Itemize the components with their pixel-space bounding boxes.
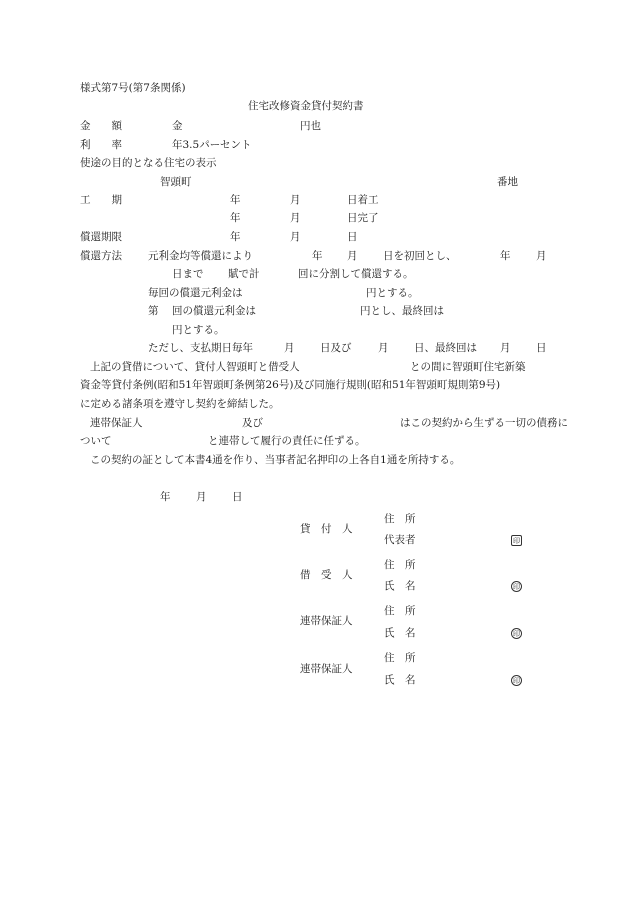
borrower-role: 借 受 人 — [300, 569, 353, 581]
lender-role: 貸 付 人 — [300, 523, 353, 535]
guarantor2-address-label: 住 所 — [384, 652, 416, 664]
repay-method-first: 日を初回とし、 — [383, 250, 457, 262]
repay-method-until: 日まで — [172, 268, 204, 280]
borrower-address-label: 住 所 — [384, 559, 416, 571]
repay-method-split: 回に分割して償還する。 — [298, 268, 414, 280]
body-text-4c: はこの契約から生ずる一切の債務に — [400, 417, 568, 429]
body-text-6: この契約の証として本書4通を作り、当事者記名押印の上各自1通を所持する。 — [90, 454, 461, 466]
repay-nth-prefix: 第 — [148, 305, 159, 317]
interest-value: 年3.5パーセント — [172, 139, 252, 151]
lender-address-label: 住 所 — [384, 513, 416, 525]
guarantor2-seal: 印 — [513, 677, 520, 685]
body-text-3: に定める諸条項を遵守し契約を締結した。 — [80, 398, 280, 410]
repay-nth-suffix: 円とし、最終回は — [360, 305, 444, 317]
date-month: 月 — [196, 491, 207, 503]
repay-method-end-month: 月 — [536, 250, 547, 262]
period-end-year: 年 — [230, 212, 241, 224]
repay-each-suffix: 円とする。 — [366, 287, 419, 299]
period-end-day: 日完了 — [347, 212, 379, 224]
amount-prefix: 金 — [172, 120, 183, 132]
repay-method-installment: 賦で計 — [228, 268, 260, 280]
body-text-1a: 上記の貸借について、貸付人智頭町と借受人 — [90, 361, 300, 373]
guarantor1-name-label: 氏 名 — [384, 627, 416, 639]
period-label: 工 期 — [80, 194, 122, 206]
period-start-day: 日着工 — [347, 194, 379, 206]
repay-due-month2: 月 — [378, 342, 389, 354]
repay-deadline-day: 日 — [347, 231, 358, 243]
guarantor1-seal: 印 — [513, 630, 520, 638]
repay-deadline-label: 償還期限 — [80, 231, 122, 243]
address-banchi: 番地 — [497, 176, 518, 188]
repay-method-year: 年 — [312, 250, 323, 262]
lender-name-label: 代表者 — [384, 534, 416, 546]
document-title: 住宅改修資金貸付契約書 — [248, 100, 364, 112]
guarantor1-address-label: 住 所 — [384, 605, 416, 617]
repay-final-suffix: 円とする。 — [172, 324, 225, 336]
period-end-month: 月 — [290, 212, 301, 224]
amount-label: 金 額 — [80, 120, 122, 132]
repay-method-end-year: 年 — [500, 250, 511, 262]
repay-due-month3: 月 — [500, 342, 511, 354]
repay-due-day2: 日、最終回は — [414, 342, 477, 354]
period-start-year: 年 — [230, 194, 241, 206]
body-text-5a: ついて — [80, 435, 112, 447]
repay-method-text: 元利金均等償還により — [148, 250, 253, 262]
body-text-2: 資金等貸付条例(昭和51年智頭町条例第26号)及び同施行規則(昭和51年智頭町規則第9号) — [80, 379, 501, 391]
date-year: 年 — [160, 491, 171, 503]
interest-label: 利 率 — [80, 139, 122, 151]
guarantor1-role: 連帯保証人 — [300, 615, 353, 627]
period-start-month: 月 — [290, 194, 301, 206]
repay-due-month1: 月 — [284, 342, 295, 354]
date-day: 日 — [232, 491, 243, 503]
purpose-label: 使途の目的となる住宅の表示 — [80, 157, 217, 169]
lender-seal: 印 — [513, 537, 520, 545]
repay-due-day3: 日 — [536, 342, 547, 354]
guarantor2-name-label: 氏 名 — [384, 674, 416, 686]
repay-deadline-year: 年 — [230, 231, 241, 243]
address-town: 智頭町 — [160, 176, 192, 188]
body-text-4a: 連帯保証人 — [90, 417, 143, 429]
body-text-5b: と連帯して履行の責任に任ずる。 — [208, 435, 366, 447]
body-text-1b: との間に智頭町住宅新築 — [410, 361, 526, 373]
repay-deadline-month: 月 — [290, 231, 301, 243]
form-number: 様式第7号(第7条関係) — [80, 82, 186, 94]
repay-each-label: 毎回の償還元利金は — [148, 287, 243, 299]
body-text-4b: 及び — [242, 417, 263, 429]
repay-method-month: 月 — [347, 250, 358, 262]
repay-nth-label: 回の償還元利金は — [172, 305, 256, 317]
repay-due-day1: 日及び — [320, 342, 352, 354]
repay-due-text: ただし、支払期日毎年 — [148, 342, 253, 354]
borrower-seal: 印 — [513, 583, 520, 591]
borrower-name-label: 氏 名 — [384, 580, 416, 592]
guarantor2-role: 連帯保証人 — [300, 663, 353, 675]
repay-method-label: 償還方法 — [80, 250, 122, 262]
amount-suffix: 円也 — [300, 120, 321, 132]
